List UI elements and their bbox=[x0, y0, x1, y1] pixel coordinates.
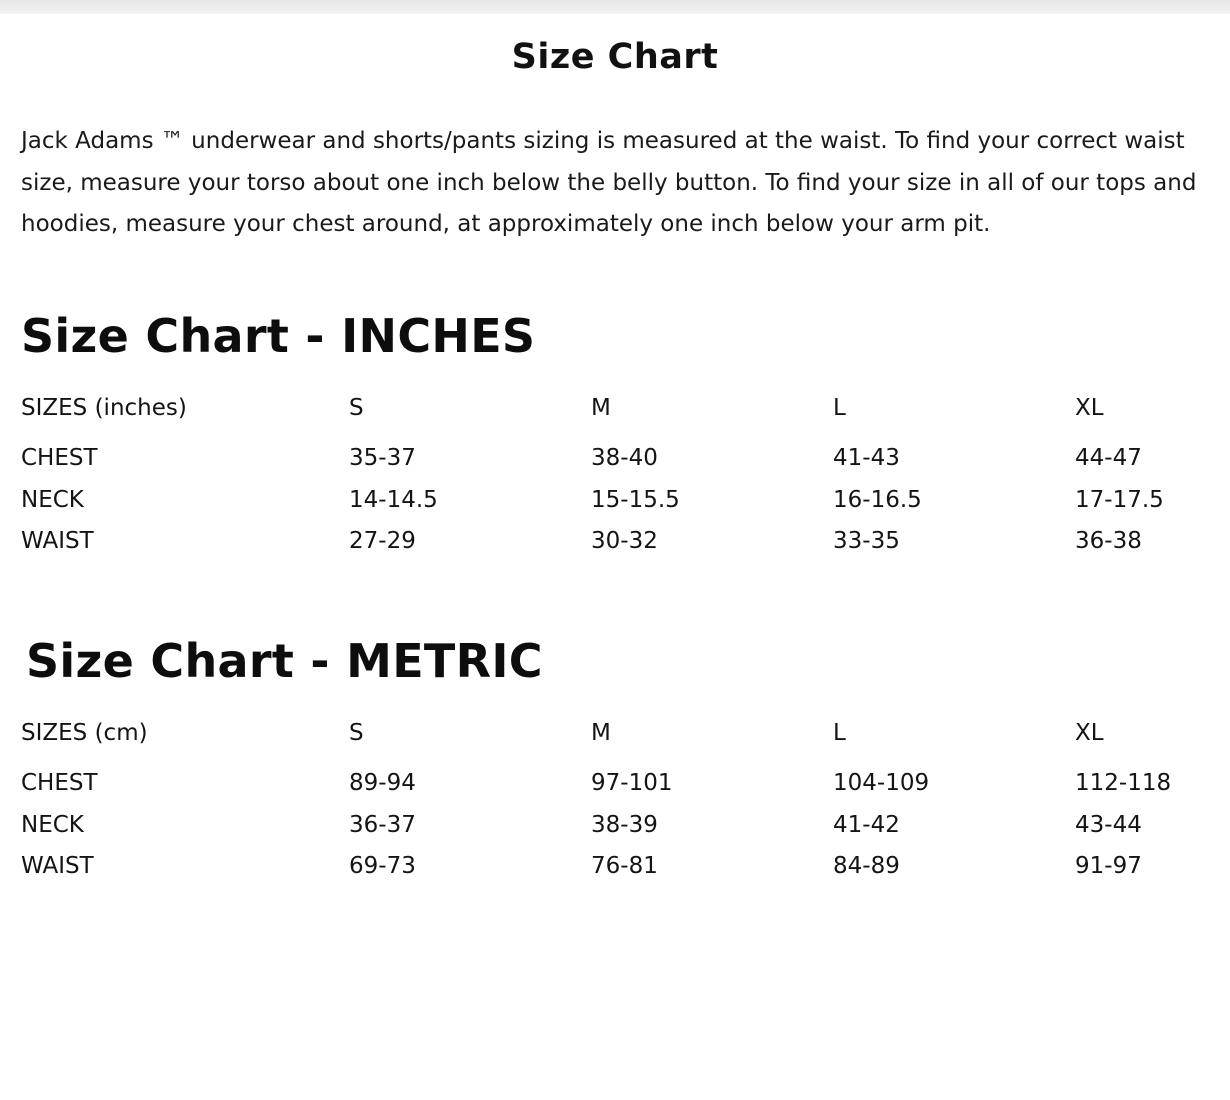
table-cell: 33-35 bbox=[833, 528, 900, 554]
table-cell: 69-73 bbox=[349, 853, 416, 879]
table-cell: 104-109 bbox=[833, 770, 930, 796]
table-cell: 91-97 bbox=[1075, 853, 1142, 879]
table-row bbox=[21, 437, 1215, 487]
header-cell: SIZES (inches) bbox=[21, 395, 187, 421]
table-cell: 35-37 bbox=[349, 445, 416, 471]
row-label: CHEST bbox=[21, 770, 98, 796]
table-header-row bbox=[21, 395, 1215, 437]
row-label: NECK bbox=[21, 811, 84, 838]
table-cell: 76-81 bbox=[591, 853, 658, 879]
row-label: WAIST bbox=[21, 853, 94, 879]
table-cell: 17-17.5 bbox=[1075, 486, 1164, 513]
header-cell: M bbox=[591, 395, 611, 421]
inches-section-title: Size Chart - INCHES bbox=[21, 309, 536, 363]
header-cell: XL bbox=[1075, 395, 1104, 421]
table-cell: 38-40 bbox=[591, 445, 658, 471]
table-cell: 15-15.5 bbox=[591, 486, 680, 513]
table-cell: 30-32 bbox=[591, 528, 658, 554]
header-cell: M bbox=[591, 720, 611, 746]
intro-paragraph: Jack Adams ™ underwear and shorts/pants sizing is measured at the waist. To find your correct waist size, measure your torso about one inch below the belly button. To find your size in all of our tops and hoodies, measure your chest around, at approximately one inch below your arm pit. bbox=[21, 128, 1197, 237]
row-label: WAIST bbox=[21, 528, 94, 554]
table-cell: 36-38 bbox=[1075, 528, 1142, 554]
header-cell: L bbox=[833, 720, 846, 746]
table-row bbox=[21, 812, 1215, 854]
table-cell: 41-43 bbox=[833, 445, 900, 471]
table-header-row bbox=[21, 720, 1215, 762]
table-cell: 41-42 bbox=[833, 811, 900, 838]
table-row bbox=[21, 853, 1215, 895]
table-cell: 14-14.5 bbox=[349, 486, 438, 513]
table-cell: 43-44 bbox=[1075, 811, 1142, 838]
header-cell: S bbox=[349, 720, 364, 746]
metric-size-table bbox=[21, 720, 1215, 895]
header-cell: XL bbox=[1075, 720, 1104, 746]
table-cell: 36-37 bbox=[349, 811, 416, 838]
inches-size-table bbox=[21, 395, 1215, 570]
table-row bbox=[21, 487, 1215, 529]
row-label: NECK bbox=[21, 486, 84, 513]
table-cell: 89-94 bbox=[349, 770, 416, 796]
table-cell: 112-118 bbox=[1075, 770, 1172, 796]
table-cell: 84-89 bbox=[833, 853, 900, 879]
row-label: CHEST bbox=[21, 445, 98, 471]
table-row bbox=[21, 528, 1215, 570]
table-cell: 38-39 bbox=[591, 811, 658, 838]
table-row bbox=[21, 762, 1215, 812]
header-cell: S bbox=[349, 395, 364, 421]
table-cell: 44-47 bbox=[1075, 445, 1142, 471]
page-title: Size Chart bbox=[511, 37, 719, 77]
table-cell: 27-29 bbox=[349, 528, 416, 554]
metric-section-title: Size Chart - METRIC bbox=[26, 634, 543, 688]
header-cell: L bbox=[833, 395, 846, 421]
table-cell: 16-16.5 bbox=[833, 486, 922, 513]
table-cell: 97-101 bbox=[591, 770, 673, 796]
header-cell: SIZES (cm) bbox=[21, 720, 148, 746]
